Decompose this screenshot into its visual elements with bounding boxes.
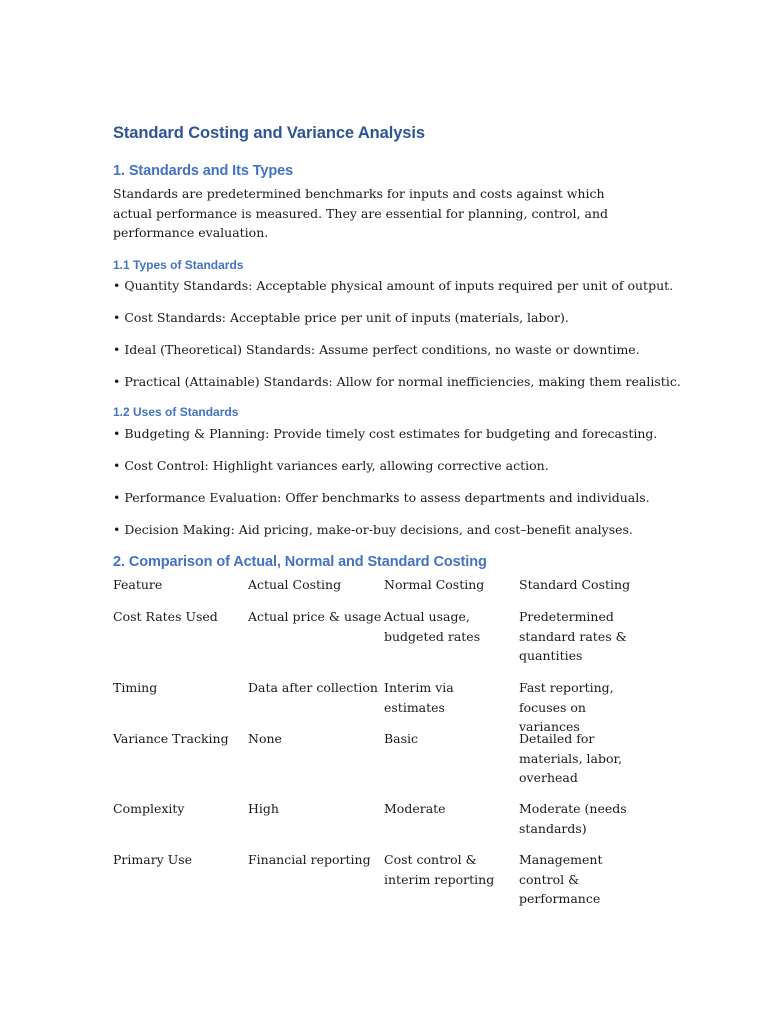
table-cell: High bbox=[248, 801, 279, 816]
table-cell: Moderate (needs standards) bbox=[519, 801, 627, 836]
table-cell: Timing bbox=[113, 680, 158, 695]
types-bullet: • Ideal (Theoretical) Standards: Assume perfect conditions, no waste or downtime. bbox=[113, 342, 640, 357]
table-cell: Actual usage, budgeted rates bbox=[384, 609, 481, 644]
table-header-cell: Normal Costing bbox=[384, 577, 485, 592]
document-title: Standard Costing and Variance Analysis bbox=[113, 124, 425, 142]
table-cell: Predetermined standard rates & quantities bbox=[519, 609, 627, 663]
table-cell: Complexity bbox=[113, 801, 185, 816]
table-cell: None bbox=[248, 731, 282, 746]
types-bullet: • Quantity Standards: Acceptable physical amount of inputs required per unit of output. bbox=[113, 278, 674, 293]
subsection-1-2-heading: 1.2 Uses of Standards bbox=[113, 405, 239, 419]
table-header-cell: Feature bbox=[113, 577, 163, 592]
table-cell: Cost control & interim reporting bbox=[384, 852, 495, 887]
types-bullet: • Practical (Attainable) Standards: Allow for normal inefficiencies, making them realistic. bbox=[113, 374, 681, 389]
table-cell: Fast reporting, focuses on variances bbox=[519, 680, 614, 734]
table-cell: Cost Rates Used bbox=[113, 609, 218, 624]
table-cell: Moderate bbox=[384, 801, 446, 816]
table-cell: Management control & performance bbox=[519, 852, 603, 906]
table-cell: Data after collection bbox=[248, 680, 378, 695]
section-1-intro: Standards are predetermined benchmarks for inputs and costs against which actual performance is measured. They are essential for planning, control, and performance evaluation. bbox=[113, 186, 608, 240]
table-cell: Financial reporting bbox=[248, 852, 371, 867]
subsection-1-1-heading: 1.1 Types of Standards bbox=[113, 258, 244, 272]
uses-bullet: • Budgeting & Planning: Provide timely cost estimates for budgeting and forecasting. bbox=[113, 426, 658, 441]
section-2-heading: 2. Comparison of Actual, Normal and Standard Costing bbox=[113, 554, 487, 570]
types-bullet: • Cost Standards: Acceptable price per unit of inputs (materials, labor). bbox=[113, 310, 569, 325]
table-cell: Interim via estimates bbox=[384, 680, 454, 715]
table-cell: Variance Tracking bbox=[113, 731, 229, 746]
section-1-heading: 1. Standards and Its Types bbox=[113, 163, 294, 179]
table-header-cell: Standard Costing bbox=[519, 577, 631, 592]
table-cell: Actual price & usage bbox=[248, 609, 382, 624]
uses-bullet: • Cost Control: Highlight variances early, allowing corrective action. bbox=[113, 458, 549, 473]
table-cell: Primary Use bbox=[113, 852, 193, 867]
table-cell: Detailed for materials, labor, overhead bbox=[519, 731, 623, 785]
uses-bullet: • Decision Making: Aid pricing, make-or-buy decisions, and cost–benefit analyses. bbox=[113, 522, 633, 537]
table-header-cell: Actual Costing bbox=[248, 577, 342, 592]
table-cell: Basic bbox=[384, 731, 419, 746]
uses-bullet: • Performance Evaluation: Offer benchmarks to assess departments and individuals. bbox=[113, 490, 650, 505]
